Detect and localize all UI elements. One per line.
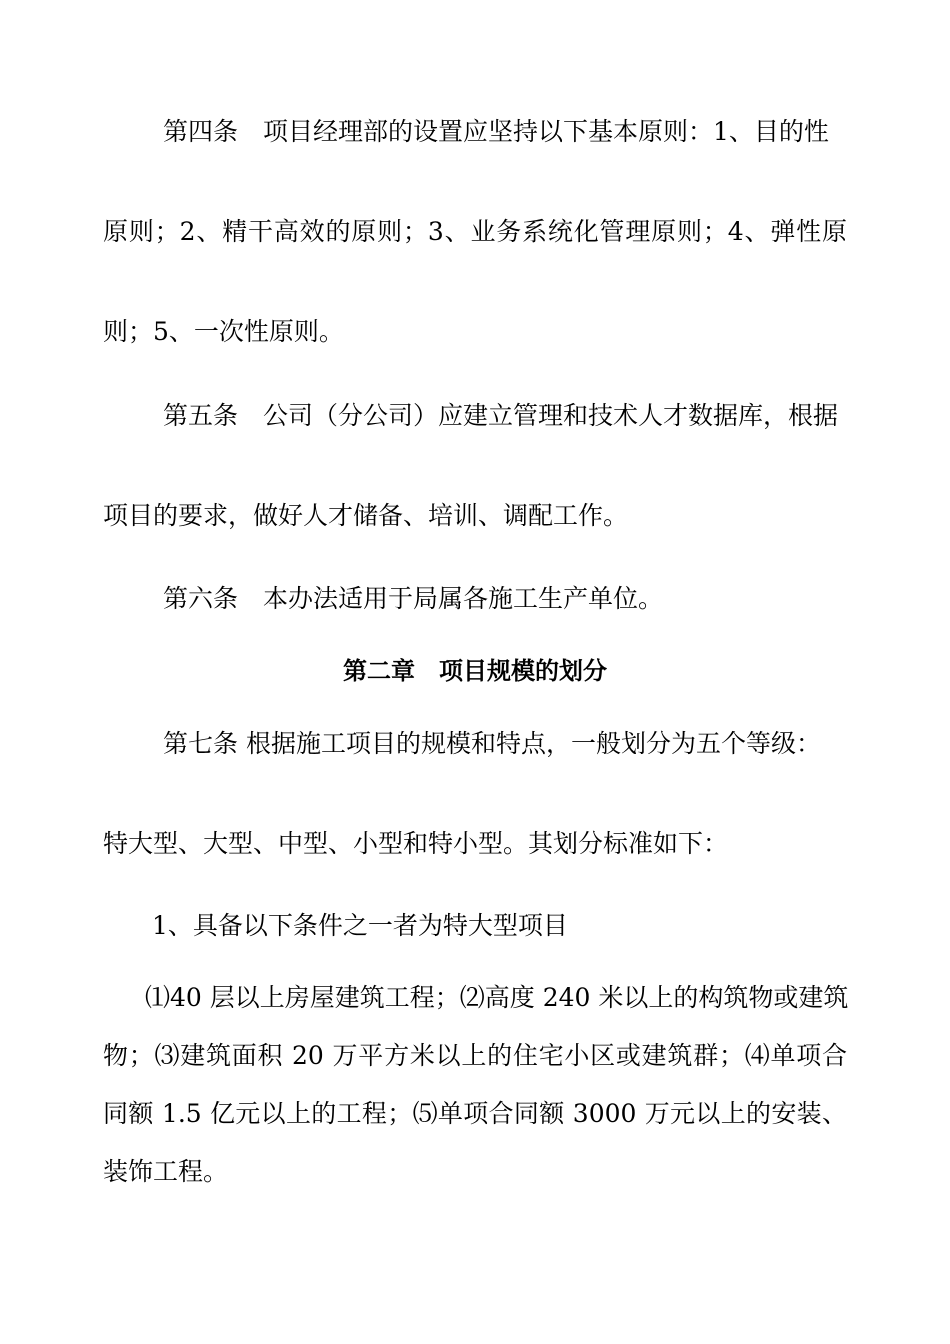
article-4-line-3: 则；5、一次性原则。	[103, 317, 344, 346]
article-7-line-2: 特大型、大型、中型、小型和特小型。其划分标准如下：	[103, 829, 729, 858]
article-4-line-2: 原则；2、精干高效的原则；3、业务系统化管理原则；4、弹性原	[103, 217, 847, 246]
item-1-line-3: 同额 1.5 亿元以上的工程；⑸单项合同额 3000 万元以上的安装、	[103, 1099, 847, 1128]
item-1-line-1: ⑴40 层以上房屋建筑工程；⑵高度 240 米以上的构筑物或建筑	[145, 983, 849, 1012]
chapter-2-title: 第二章 项目规模的划分	[343, 657, 607, 685]
article-7-line-1: 第七条 根据施工项目的规模和特点，一般划分为五个等级：	[163, 729, 821, 758]
article-6-line-1: 第六条 本办法适用于局属各施工生产单位。	[163, 584, 664, 613]
article-5-line-2: 项目的要求，做好人才储备、培训、调配工作。	[103, 501, 629, 530]
article-4-line-1: 第四条 项目经理部的设置应坚持以下基本原则：1、目的性	[163, 117, 829, 146]
article-5-line-1: 第五条 公司（分公司）应建立管理和技术人才数据库，根据	[163, 401, 839, 430]
item-1-heading: 1、具备以下条件之一者为特大型项目	[152, 911, 568, 940]
item-1-line-2: 物；⑶建筑面积 20 万平方米以上的住宅小区或建筑群；⑷单项合	[103, 1041, 847, 1070]
item-1-line-4: 装饰工程。	[103, 1157, 229, 1186]
